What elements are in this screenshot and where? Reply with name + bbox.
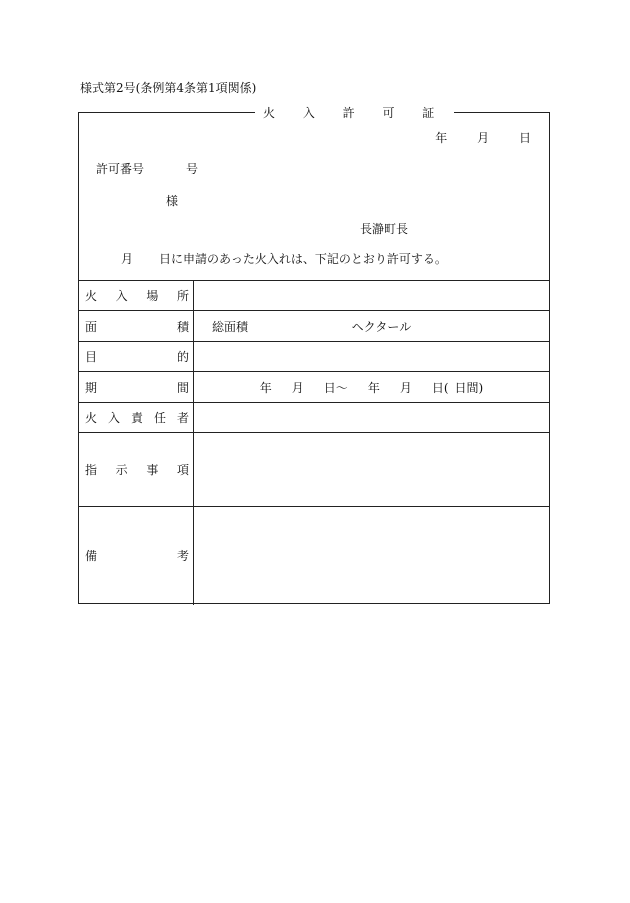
responsible-label: 火 入 責 任 者 <box>79 403 194 433</box>
permit-number-suffix: 号 <box>186 162 199 176</box>
issuer: 長瀞町長 <box>360 222 409 236</box>
permit-number <box>96 160 198 177</box>
instructions-label: 指 示 事 項 <box>79 433 194 507</box>
addressee: 様 <box>166 194 179 208</box>
area-value[interactable] <box>194 311 550 342</box>
period-label: 期 間 <box>79 372 194 403</box>
purpose-value[interactable] <box>194 342 550 372</box>
table-row <box>79 403 549 433</box>
area-label: 面 積 <box>79 311 194 342</box>
location-value[interactable] <box>194 281 550 311</box>
table-row <box>79 311 549 342</box>
permit-number-label: 許可番号 <box>96 162 145 176</box>
instructions-value[interactable] <box>194 433 550 507</box>
intro-text: 日に申請のあった火入れは、下記のとおり許可する。 <box>159 252 447 266</box>
table-row <box>79 507 549 605</box>
table-row <box>79 281 549 311</box>
table-row <box>79 433 549 507</box>
remarks-value[interactable] <box>194 507 550 605</box>
location-label: 火 入 場 所 <box>79 281 194 311</box>
remarks-label: 備 考 <box>79 507 194 605</box>
table-row <box>79 372 549 403</box>
document-title: 火 入 許 可 証 <box>255 104 454 121</box>
form-number: 様式第2号(条例第4条第1項関係) <box>80 81 257 95</box>
period-value[interactable]: 年 月 日〜 年 月 日( 日間) <box>194 372 550 403</box>
issue-date <box>409 129 531 146</box>
intro-sentence <box>121 250 447 267</box>
date-day: 日 <box>518 131 531 145</box>
permit-document <box>78 112 550 604</box>
total-area-label: 総面積 <box>212 319 249 334</box>
area-unit: ヘクタール <box>351 319 412 334</box>
table-row <box>79 342 549 372</box>
permit-table <box>79 280 549 605</box>
date-year: 年 <box>435 131 448 145</box>
purpose-label: 目 的 <box>79 342 194 372</box>
intro-month: 月 <box>121 252 134 266</box>
responsible-value[interactable] <box>194 403 550 433</box>
date-month: 月 <box>477 131 490 145</box>
